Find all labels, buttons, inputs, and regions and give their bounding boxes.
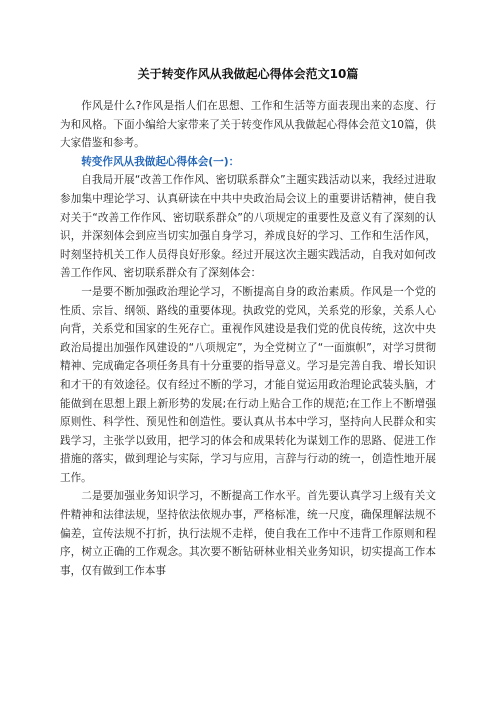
body-paragraph: 自我局开展“改善工作作风、密切联系群众”主题实践活动以来，我经过进取参加集中理论学习、认真研读在中共中央政治局会议上的重要讲话精神，使自我对关于“改善工作作风、密切联系群众”的八项规定的重要性及意义有了深刻的认识，并深刻体会到应当切实加强自身学习，养成良好的学习、工作和生活作风，时刻坚持机关工作人员得良好形象。经过开展这次主题实践活动，自我对如何改善工作作风、密切联系群众有了深刻体会： (60, 174, 436, 280)
document-title: 关于转变作风从我做起心得体会范文10篇 (137, 67, 359, 81)
intro-paragraph: 作风是什么?作风是指人们在思想、工作和生活等方面表现出来的态度、行为和风格。下面小编给大家带来了关于转变作风从我做起心得体会范文10篇，供大家借鉴和参考。 (60, 100, 436, 150)
body-paragraph: 一是要不断加强政治理论学习，不断提高自身的政治素质。作风是一个党的性质、宗旨、纲领、路线的重要体现。执政党的党风，关系党的形象，关系人心向背，关系党和国家的生死存亡。重视作风建设是我们党的优良传统，这次中央政治局提出加强作风建设的“八项规定”，为全党树立了“一面旗帜”，对学习贯彻精神、完成确定各项任务具有十分重要的指导意义。学习是完善自我、增长知识和才干的有效途径。仅有经过不断的学习，才能自觉运用政治理论武装头脑，才能做到在思想上跟上新形势的发展;在行动上贴合工作的规范;在工作上不断增强原则性、科学性、预见性和创造性。要认真从书本中学习，坚持向人民群众和实践学习，主张学以致用，把学习的体会和成果转化为谋划工作的思路、促进工作措施的落实，做到理论与实际，学习与应用，言辞与行动的统一，创造性地开展工作。 (60, 285, 436, 484)
body-paragraph: 二是要加强业务知识学习，不断提高工作水平。首先要认真学习上级有关文件精神和法律法规，坚持依法依规办事，严格标准，统一尺度，确保理解法规不偏差，宣传法规不打折，执行法规不走样，使自我在工作中不违背工作原则和程序，树立正确的工作观念。其次要不断钻研林业相关业务知识，切实提高工作本事，仅有做到工作本事 (60, 490, 436, 577)
section-heading: 转变作风从我做起心得体会(一)： (81, 155, 240, 168)
